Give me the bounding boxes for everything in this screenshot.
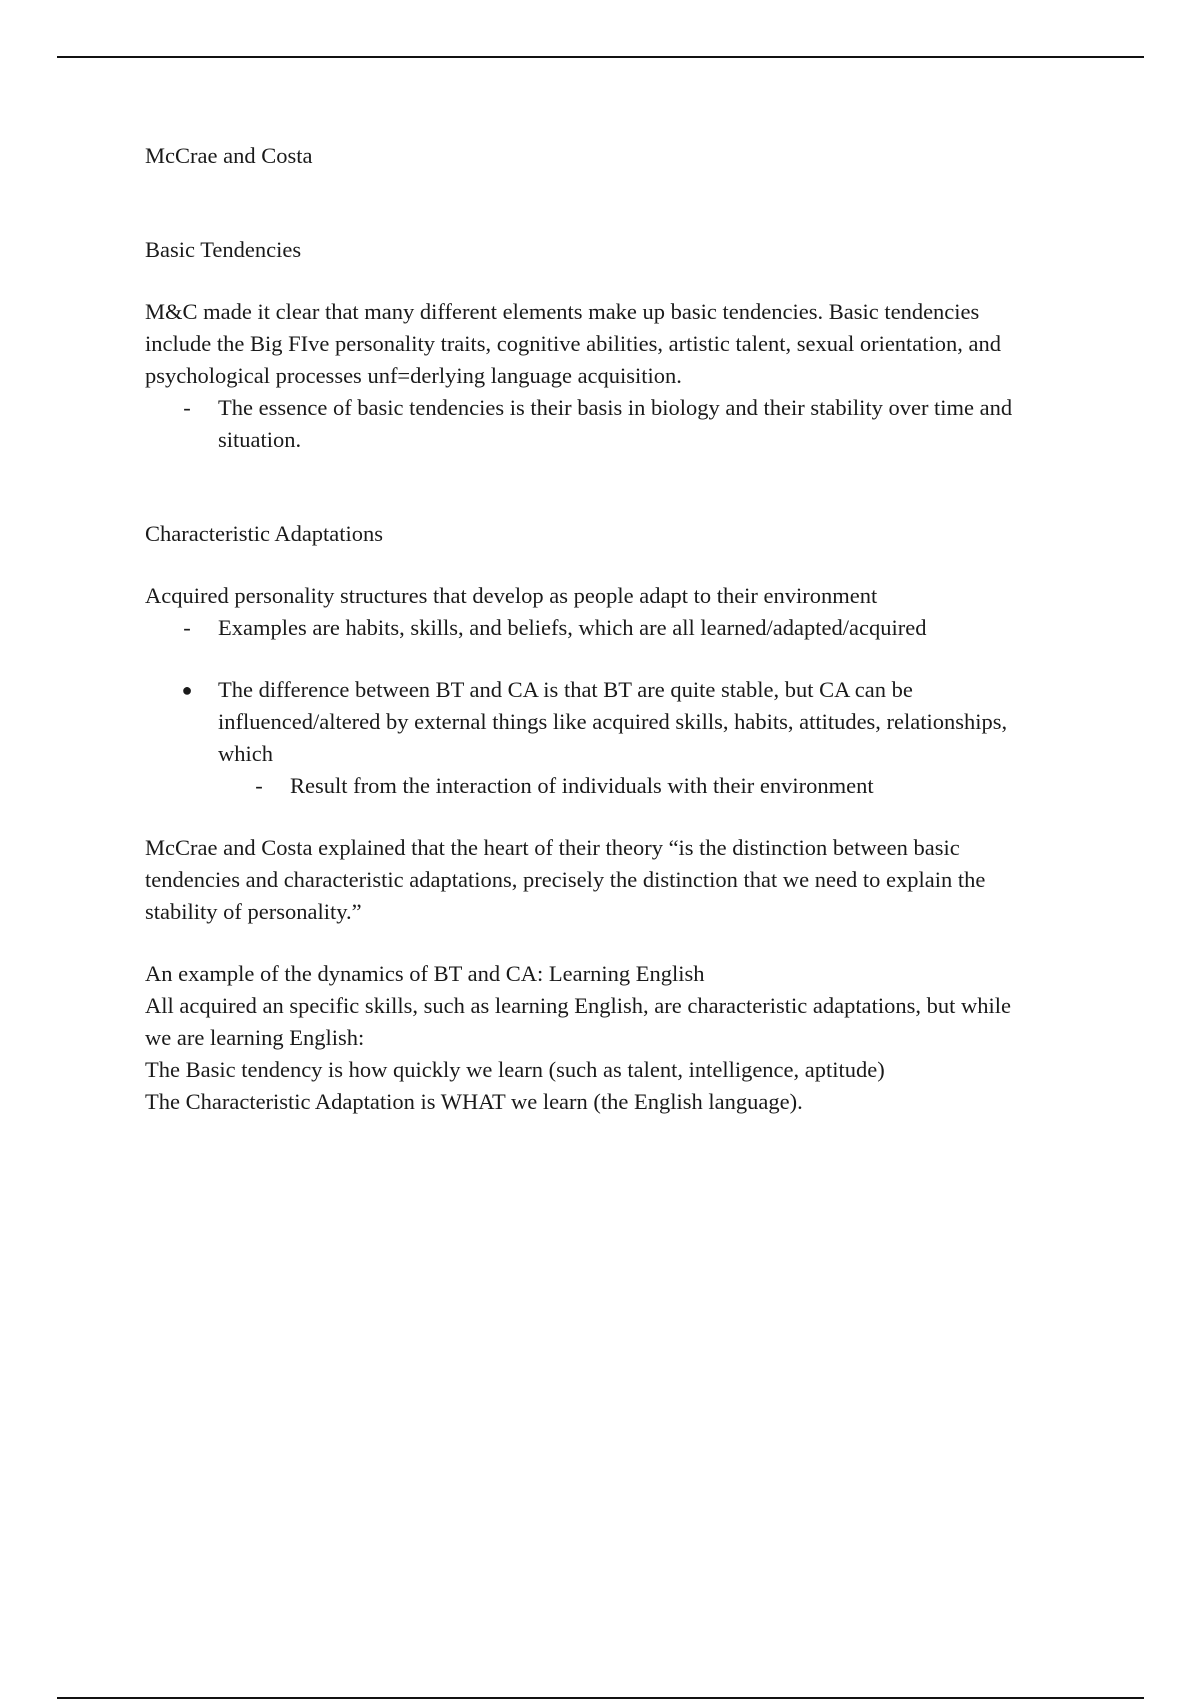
list-item-line: influenced/altered by external things like acquired skills, habits, attitudes, relationships, bbox=[218, 709, 1008, 734]
dash-marker: - bbox=[183, 395, 191, 420]
section-heading-characteristic-adaptations: Characteristic Adaptations bbox=[145, 521, 384, 546]
list-item-line: The difference between BT and CA is that BT are quite stable, but CA can be bbox=[218, 677, 913, 702]
document-body bbox=[145, 140, 1085, 1118]
list-item-line: which bbox=[218, 741, 273, 766]
paragraph-line: tendencies and characteristic adaptations, precisely the distinction that we need to explain the bbox=[145, 867, 986, 892]
list-item bbox=[145, 392, 1085, 456]
list-item bbox=[145, 770, 1085, 802]
paragraph-line: The Characteristic Adaptation is WHAT we learn (the English language). bbox=[145, 1089, 803, 1114]
paragraph-line: An example of the dynamics of BT and CA: Learning English bbox=[145, 961, 705, 986]
example-paragraph bbox=[145, 958, 1085, 1118]
bullet-marker: ● bbox=[181, 680, 193, 700]
paragraph-line: stability of personality.” bbox=[145, 899, 362, 924]
characteristic-adaptations-intro: Acquired personality structures that develop as people adapt to their environment bbox=[145, 583, 878, 608]
basic-tendencies-paragraph bbox=[145, 296, 1085, 392]
list-item bbox=[145, 612, 1085, 644]
paragraph-line: we are learning English: bbox=[145, 1025, 365, 1050]
dash-marker: - bbox=[255, 773, 263, 798]
top-rule bbox=[57, 56, 1144, 58]
list-item-line: Examples are habits, skills, and beliefs, which are all learned/adapted/acquired bbox=[218, 615, 927, 640]
paragraph-line: All acquired an specific skills, such as learning English, are characteristic adaptations, but while bbox=[145, 993, 1011, 1018]
paragraph-line: McCrae and Costa explained that the heart of their theory “is the distinction between basic bbox=[145, 835, 960, 860]
list-item-line: situation. bbox=[218, 427, 302, 452]
dash-marker: - bbox=[183, 615, 191, 640]
document-title: McCrae and Costa bbox=[145, 143, 313, 168]
paragraph-line: M&C made it clear that many different elements make up basic tendencies. Basic tendencies bbox=[145, 299, 980, 324]
section-heading-basic-tendencies: Basic Tendencies bbox=[145, 237, 302, 262]
quote-paragraph bbox=[145, 832, 1085, 928]
paragraph-line: The Basic tendency is how quickly we learn (such as talent, intelligence, aptitude) bbox=[145, 1057, 885, 1082]
paragraph-line: include the Big FIve personality traits, cognitive abilities, artistic talent, sexual orientation, and bbox=[145, 331, 1002, 356]
list-item-line: The essence of basic tendencies is their basis in biology and their stability over time and bbox=[218, 395, 1013, 420]
paragraph-line: psychological processes unf=derlying language acquisition. bbox=[145, 363, 682, 388]
bottom-rule bbox=[57, 1697, 1144, 1699]
list-item-line: Result from the interaction of individuals with their environment bbox=[290, 773, 874, 798]
list-item bbox=[145, 674, 1085, 770]
